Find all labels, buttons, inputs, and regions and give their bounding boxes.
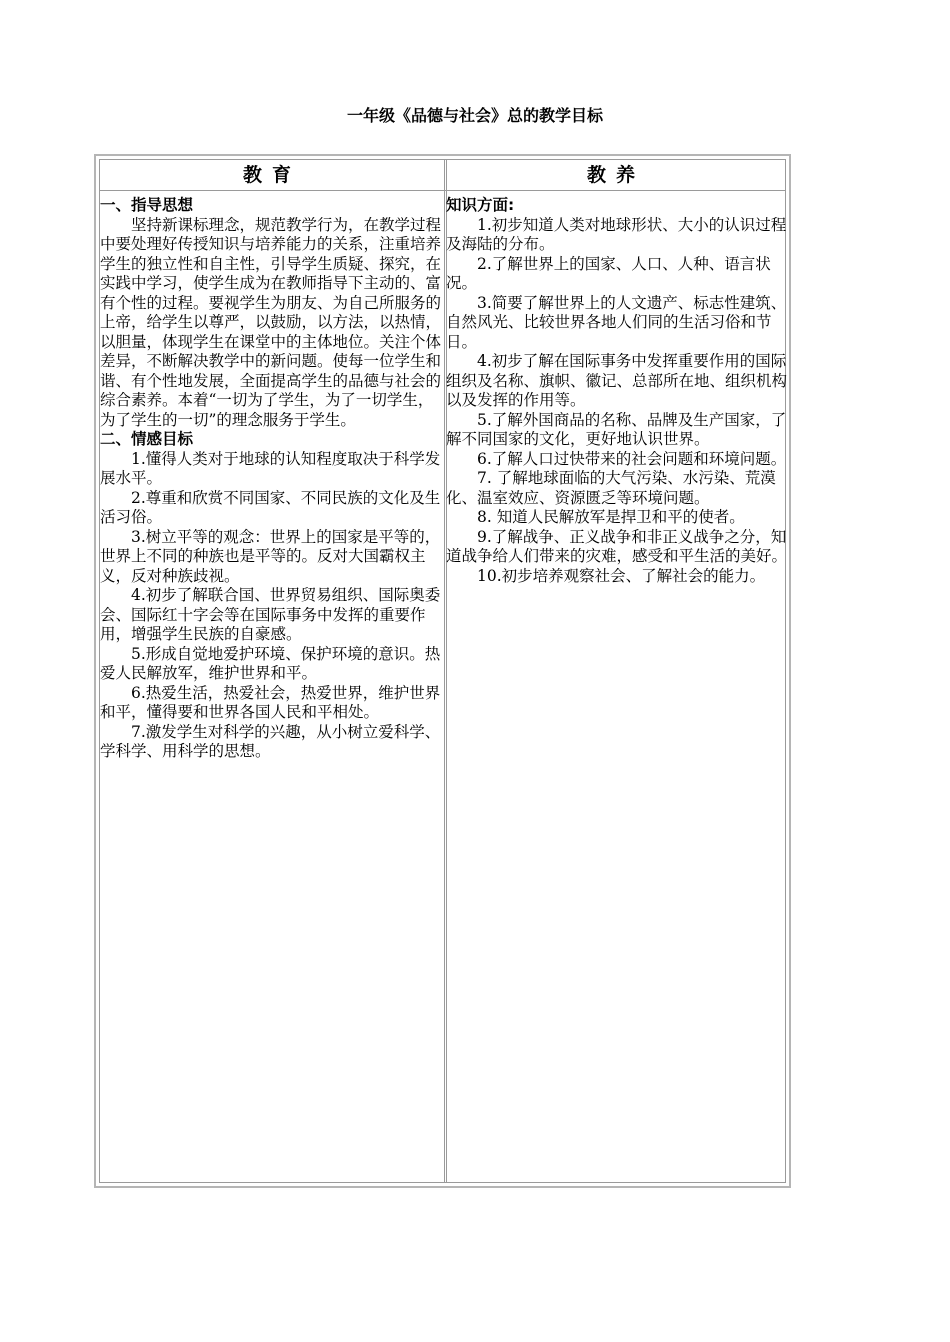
- section-heading-guiding: 一、指导思想: [100, 196, 194, 214]
- right-column-content: [446, 196, 788, 586]
- table-frame: [99, 159, 786, 1183]
- objectives-table: [94, 154, 791, 1188]
- page-title: 一年级《品德与社会》总的教学目标: [346, 106, 603, 125]
- emotion-item: 5.形成自觉地爱护环境、保护环境的意识。热爱人民解放军，维护世界和平。: [100, 644, 441, 682]
- header-education: 教育: [242, 164, 301, 186]
- knowledge-item: 9.了解战争、正义战争和非正义战争之分，知道战争给人们带来的灾难，感受和平生活的美好。: [446, 527, 788, 565]
- header-cultivation: 教养: [586, 164, 645, 186]
- table-header-row: [100, 160, 785, 191]
- knowledge-item: 5.了解外国商品的名称、品牌及生产国家，了解不同国家的文化，更好地认识世界。: [446, 410, 787, 448]
- left-column-content: [100, 196, 442, 762]
- knowledge-item: 3.简要了解世界上的人文遗产、标志性建筑、自然风光、比较世界各地人们同的生活习俗和节日。: [446, 293, 787, 351]
- knowledge-item: 10.初步培养观察社会、了解社会的能力。: [477, 566, 766, 585]
- emotion-item: 4.初步了解联合国、世界贸易组织、国际奥委会、国际红十字会等在国际事务中发挥的重要作用，增强学生民族的自豪感。: [100, 586, 441, 643]
- emotion-item: 1.懂得人类对于地球的认知程度取决于科学发展水平。: [100, 449, 441, 487]
- emotion-item: 6.热爱生活，热爱社会，热爱世界，维护世界和平，懂得要和世界各国人民和平相处。: [100, 683, 441, 721]
- emotion-item: 2.尊重和欣赏不同国家、不同民族的文化及生活习俗。: [100, 488, 441, 526]
- emotion-item: 3.树立平等的观念：世界上的国家是平等的，世界上不同的种族也是平等的。反对大国霸权主义，反对种族歧视。: [100, 527, 441, 585]
- knowledge-item: 4.初步了解在国际事务中发挥重要作用的国际组织及名称、旗帜、徽记、总部所在地、组织机构以及发挥的作用等。: [446, 352, 788, 409]
- emotion-item: 7.激发学生对科学的兴趣，从小树立爱科学、学科学、用科学的思想。: [100, 722, 441, 760]
- section-heading-knowledge: 知识方面:: [446, 196, 515, 214]
- knowledge-item: 7. 了解地球面临的大气污染、水污染、荒漠化、温室效应、资源匮乏等环境问题。: [446, 469, 776, 507]
- knowledge-item: 1.初步知道人类对地球形状、大小的认识过程及海陆的分布。: [446, 215, 787, 253]
- section-heading-emotion: 二、情感目标: [100, 430, 194, 448]
- knowledge-item: 8. 知道人民解放军是捍卫和平的使者。: [477, 508, 745, 526]
- guiding-text: 坚持新课标理念，规范教学行为，在教学过程中要处理好传授知识与培养能力的关系，注重培养学生的独立性和自主性，引导学生质疑、探究，在实践中学习，使学生成为在教师指导下主动的、富有个性的过程。要视学生为朋友、为自己所服务的上帝，给学生以尊严，以鼓励，以方法，以热情，以胆量，体现学生在课堂中的主体地位。关注个体差异，不断解决教学中的新问题。使每一位学生和谐、有个性地发展，全面提高学生的品德与社会的综合素养。本着“一切为了学生，为了一切学生，为了学生的一切”的理念服务于学生。: [100, 215, 442, 429]
- knowledge-item: 2.了解世界上的国家、人口、人种、语言状况。: [446, 254, 771, 292]
- knowledge-item: 6.了解人口过快带来的社会问题和环境问题。: [477, 449, 787, 468]
